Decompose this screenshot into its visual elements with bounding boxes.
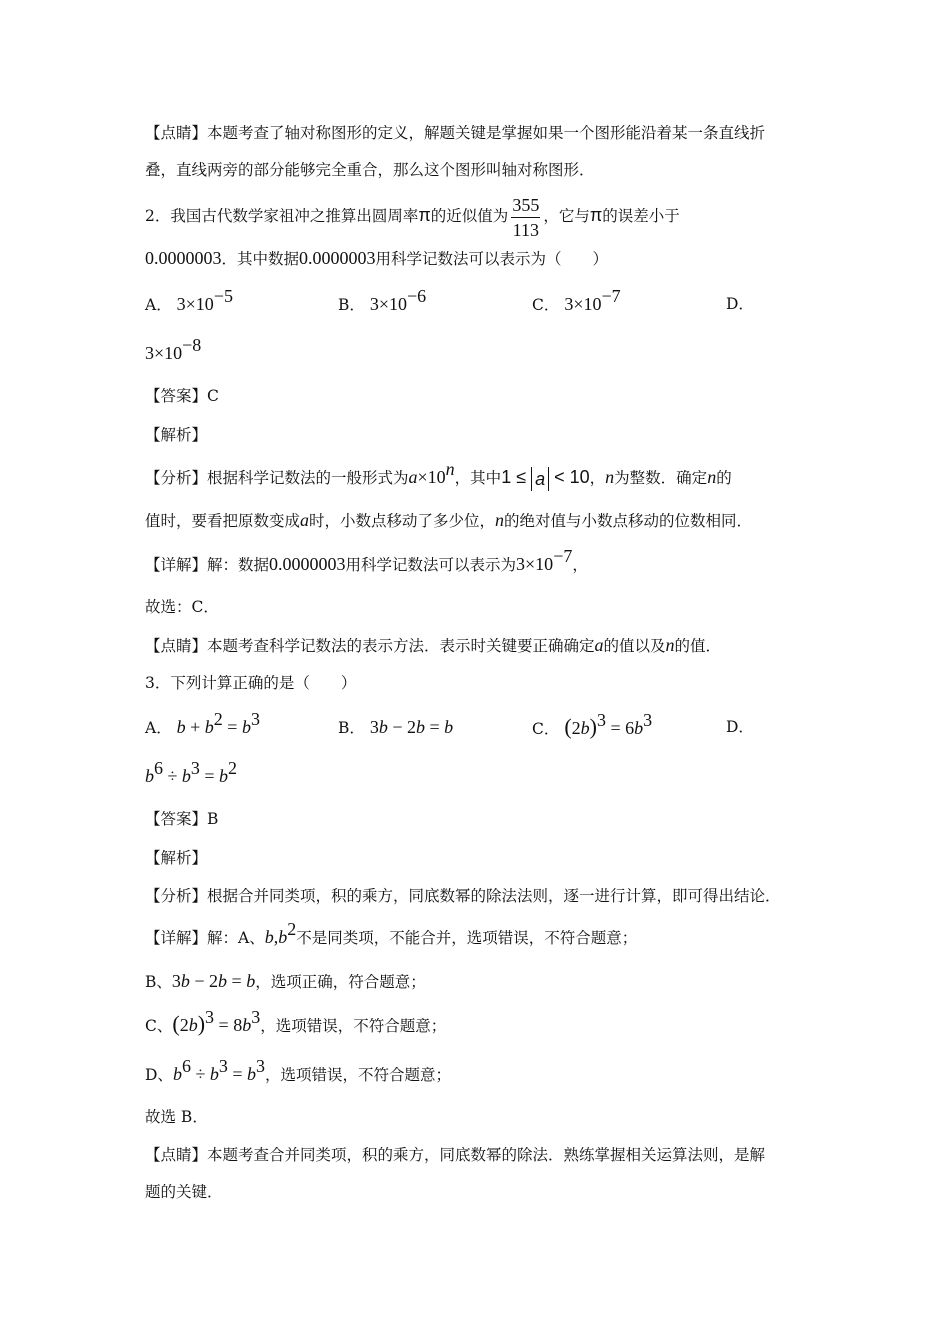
q3-dianjing-line1: 【点睛】本题考查合并同类项，积的乘方，同底数幂的除法．熟练掌握相关运算法则，是解 xyxy=(145,1146,766,1164)
q2-answer: 【答案】C xyxy=(145,387,219,405)
q2-stem-line1: 2．我国古代数学家祖冲之推算出圆周率π的近似值为 $\frac{355}{113}$ ，它与π的误差小于 xyxy=(145,194,680,240)
fraction-355-113: $\frac{355}{113}$ xyxy=(512,194,540,240)
abs-a: a xyxy=(531,467,549,491)
q3-answer: 【答案】B xyxy=(145,810,219,828)
q3-xiangjie-d: D、$b^6 \div b^3 = b^3$，选项错误，不符合题意； xyxy=(145,1056,451,1084)
q3-xiangjie-c: C、$(2b)^3 = 8b^3$，选项错误，不符合题意； xyxy=(145,1007,447,1036)
q2-fenxi-line2: 值时，要看把原数变成a时，小数点移动了多少位，n的绝对值与小数点移动的位数相同． xyxy=(145,510,753,530)
q2-option-b: B． $3\times 10^{-6}$ xyxy=(338,286,427,314)
q3-guxuan: 故选 B． xyxy=(145,1108,208,1126)
q3-option-a: A． $b + b^2 = b^3$ xyxy=(145,709,260,737)
dianjing-prev-line2: 叠，直线两旁的部分能够完全重合，那么这个图形叫轴对称图形． xyxy=(145,161,595,179)
q3-option-d-label: D． xyxy=(726,718,754,736)
q2-option-c: C． $3\times 10^{-7}$ xyxy=(532,286,621,314)
q3-jiexi: 【解析】 xyxy=(145,849,208,867)
q3-option-b: B． 3b − 2b = b xyxy=(338,717,454,737)
q2-jiexi: 【解析】 xyxy=(145,426,208,444)
q2-option-d-label: D． xyxy=(726,295,754,313)
q2-xiangjie: 【详解】解：数据0.0000003用科学记数法可以表示为$3\times 10^{-7}$， xyxy=(145,546,588,574)
q3-option-c: C． $(2b)^3 = 6b^3$ xyxy=(532,710,653,739)
q2-option-d: $3\times 10^{-8}$ xyxy=(145,335,202,363)
q3-xiangjie-a: 【详解】解：A、$b,b^2$不是同类项，不能合并，选项错误，不符合题意； xyxy=(145,919,638,947)
q2-dianjing: 【点睛】本题考查科学记数法的表示方法．表示时关键要正确确定a的值以及n的值． xyxy=(145,635,722,655)
q3-xiangjie-b: B、3b − 2b = b，选项正确，符合题意； xyxy=(145,971,426,991)
q3-dianjing-line2: 题的关键． xyxy=(145,1183,223,1201)
q2-option-a: A． $3\times 10^{-5}$ xyxy=(145,286,233,314)
q3-option-d: $b^6 \div b^3 = b^2$ xyxy=(145,758,238,786)
q2-stem-line2: 0.0000003．其中数据0.0000003用科学记数法可以表示为（ ） xyxy=(145,248,609,268)
dianjing-prev-line1: 【点睛】本题考查了轴对称图形的定义，解题关键是掌握如果一个图形能沿着某一条直线折 xyxy=(145,124,766,142)
q3-stem: 3．下列计算正确的是（ ） xyxy=(145,674,357,692)
q3-fenxi: 【分析】根据合并同类项，积的乘方，同底数幂的除法法则，逐一进行计算，即可得出结论． xyxy=(145,887,781,905)
q2-fenxi-line1: 【分析】根据科学记数法的一般形式为$a\times 10^n$，其中1 ≤ a < 10，n为整数．确定n的 xyxy=(145,459,732,489)
q2-guxuan: 故选：C． xyxy=(145,598,219,616)
